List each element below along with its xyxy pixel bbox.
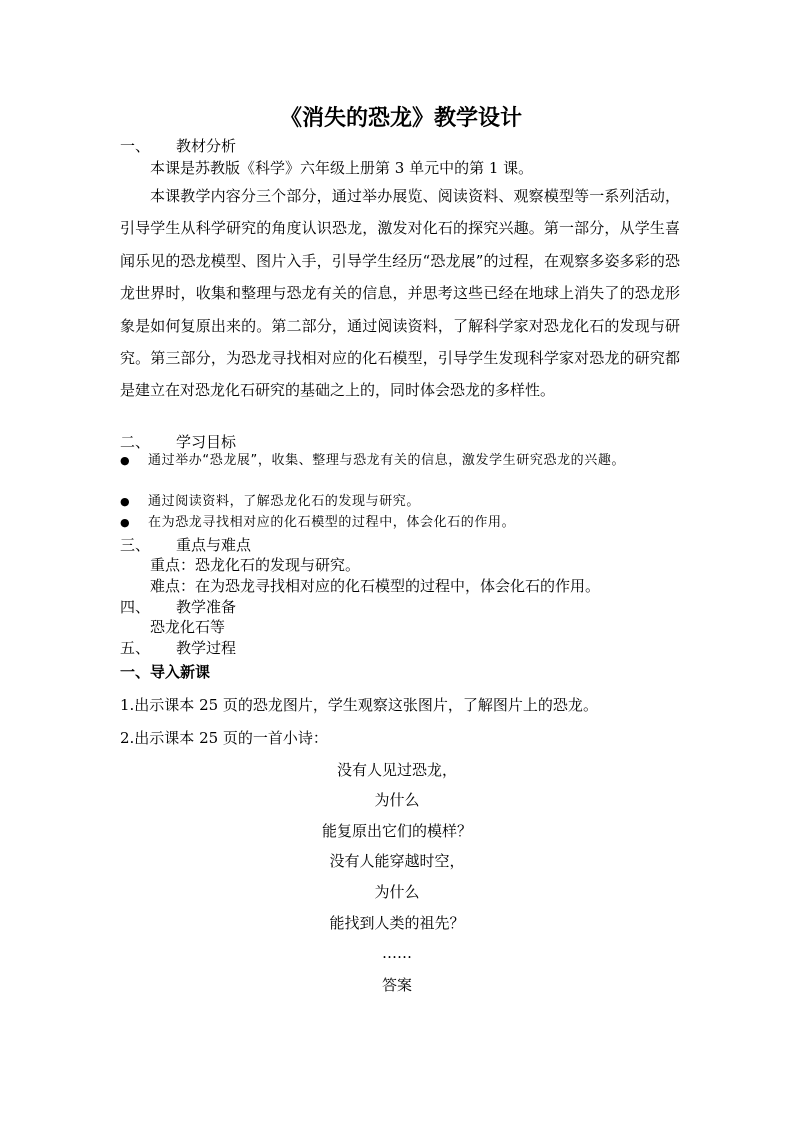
section-label: 重点与难点 xyxy=(176,536,252,554)
key-point-focus: 重点：恐龙化石的发现与研究。 xyxy=(150,556,361,574)
section-label: 教学过程 xyxy=(176,639,237,657)
goal-item xyxy=(120,451,690,471)
section-label: 教学准备 xyxy=(176,598,237,616)
poem-line: 能找到人类的祖先？ xyxy=(329,914,465,932)
goal-text: 通过阅读资料，了解恐龙化石的发现与研究。 xyxy=(148,494,421,509)
materials-paragraph-1: 本课是苏教版《科学》六年级上册第 3 单元中的第 1 课。 xyxy=(150,159,534,177)
section-number: 一、 xyxy=(120,137,151,155)
preparation-text: 恐龙化石等 xyxy=(150,618,226,636)
document-title: 《消失的恐龙》教学设计 xyxy=(279,105,522,131)
section-heading-materials xyxy=(120,137,236,155)
goal-text: 在为恐龙寻找相对应的化石模型的过程中，体会化石的作用。 xyxy=(148,515,516,530)
section-heading-key-points xyxy=(120,536,251,554)
section-label: 学习目标 xyxy=(176,433,237,451)
section-number: 四、 xyxy=(120,598,151,616)
intro-heading: 一、导入新课 xyxy=(120,663,211,681)
goal-item xyxy=(120,513,690,533)
bullet-icon: ● xyxy=(120,516,131,529)
materials-paragraph-2: 本课教学内容分三个部分，通过举办展览、阅读资料、观察模型等一系列活动，引导学生从科学研究的角度认识恐龙，激发对化石的探究兴趣。第一部分，从学生喜闻乐见的恐龙模型、图片入手，引导学生经历“恐龙展”的过程，在观察多姿多彩的恐龙世界时，收集和整理与恐龙有关的信息，并思考这些已经在地球上消失了的恐龙形象是如何复原出来的。第二部分，通过阅读资料，了解科学家对恐龙化石的发现与研究。第三部分，为恐龙寻找相对应的化石模型，引导学生发现科学家对恐龙的研究都是建立在对恐龙化石研究的基础之上的，同时体会恐龙的多样性。 xyxy=(120,187,680,400)
key-point-difficulty: 难点：在为恐龙寻找相对应的化石模型的过程中，体会化石的作用。 xyxy=(150,577,601,595)
poem-line: 为什么 xyxy=(374,791,420,809)
goal-text: 通过举办“恐龙展”，收集、整理与恐龙有关的信息，激发学生研究恐龙的兴趣。 xyxy=(148,453,626,468)
section-heading-goals xyxy=(120,433,236,451)
bullet-icon: ● xyxy=(120,495,131,508)
section-number: 三、 xyxy=(120,536,151,554)
poem-line: 答案 xyxy=(381,976,412,994)
poem-line: 没有人见过恐龙， xyxy=(336,761,457,779)
process-step-1: 1.出示课本 25 页的恐龙图片，学生观察这张图片，了解图片上的恐龙。 xyxy=(120,696,598,714)
poem-line: …… xyxy=(382,944,412,962)
section-number: 五、 xyxy=(120,639,151,657)
goal-item xyxy=(120,492,690,512)
section-heading-process xyxy=(120,639,236,657)
materials-paragraph-2-block xyxy=(120,180,680,407)
poem-line: 没有人能穿越时空， xyxy=(329,852,465,870)
poem-line: 能复原出它们的模样？ xyxy=(321,822,472,840)
section-number: 二、 xyxy=(120,433,151,451)
bullet-icon: ● xyxy=(120,454,131,467)
section-label: 教材分析 xyxy=(176,137,237,155)
process-step-2: 2.出示课本 25 页的一首小诗： xyxy=(120,729,328,747)
poem-line: 为什么 xyxy=(374,883,420,901)
section-heading-preparation xyxy=(120,598,236,616)
